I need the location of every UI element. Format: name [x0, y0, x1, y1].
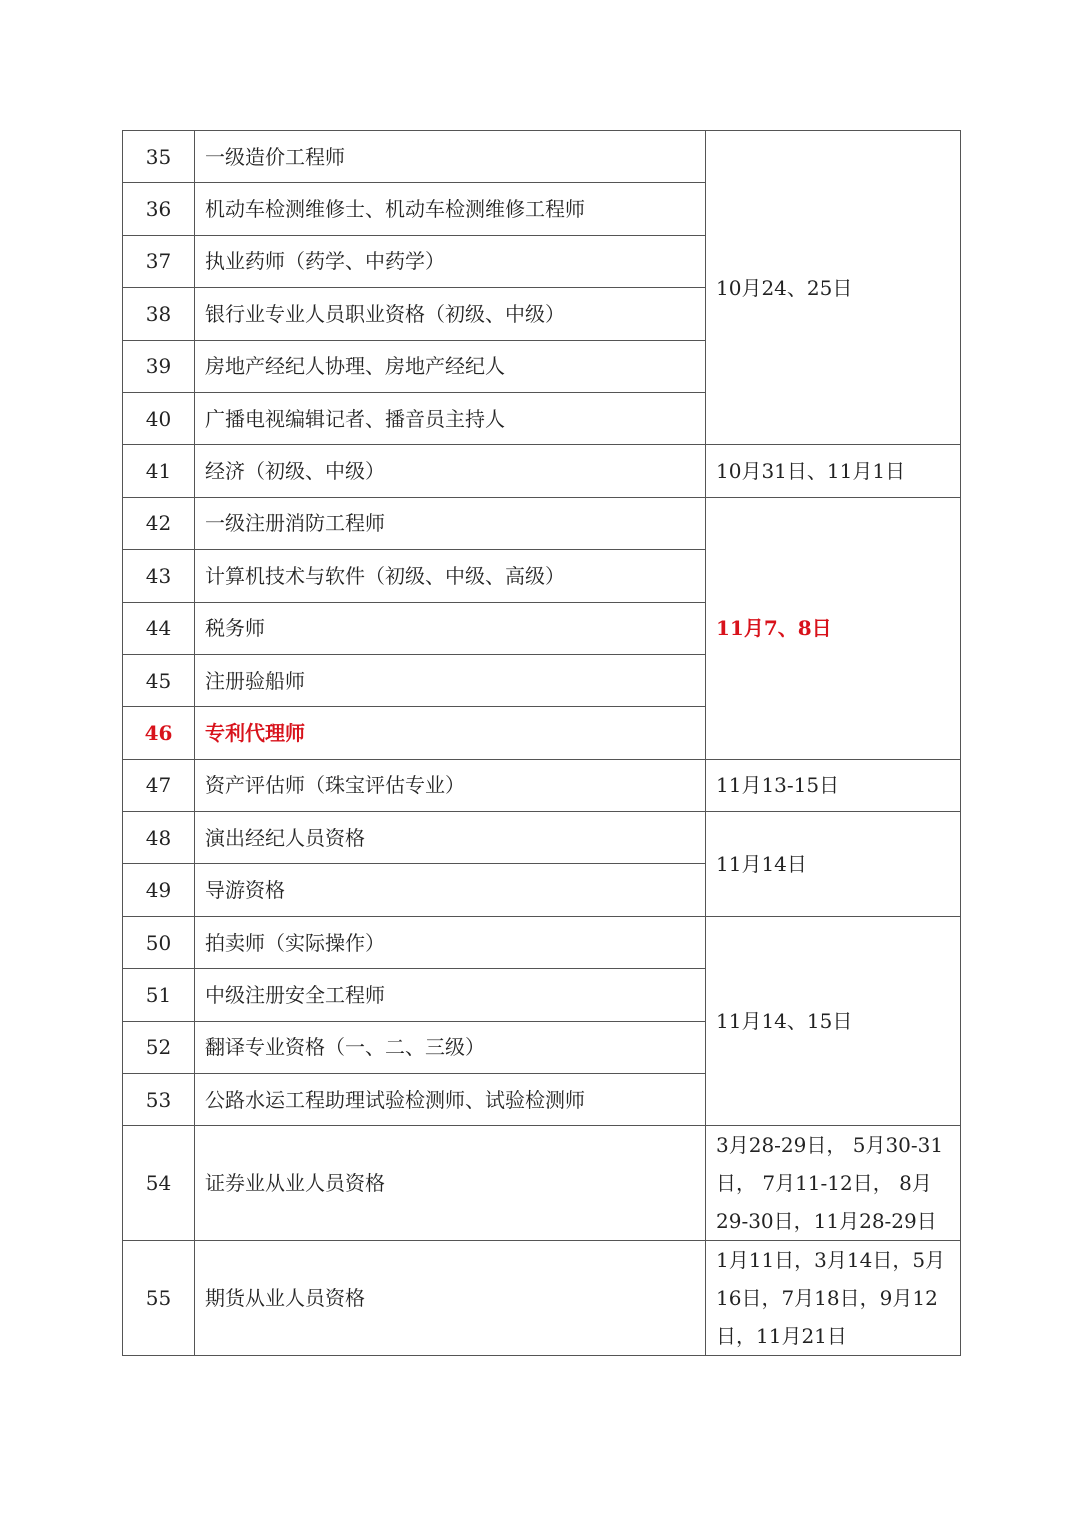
row-number: 43	[123, 550, 195, 602]
exam-date: 3月28-29日， 5月30-31日， 7月11-12日， 8月29-30日，11月28-29日	[706, 1126, 961, 1241]
table-row	[123, 812, 961, 864]
exam-name: 注册验船师	[195, 654, 706, 706]
exam-name: 税务师	[195, 602, 706, 654]
table-row	[123, 916, 961, 968]
table-row	[123, 131, 961, 183]
exam-name: 翻译专业资格（一、二、三级）	[195, 1021, 706, 1073]
row-number: 40	[123, 392, 195, 444]
table-row	[123, 1126, 961, 1241]
row-number: 38	[123, 288, 195, 340]
exam-name-highlight: 专利代理师	[195, 707, 706, 759]
row-number: 44	[123, 602, 195, 654]
exam-name: 经济（初级、中级）	[195, 445, 706, 497]
exam-name: 拍卖师（实际操作）	[195, 916, 706, 968]
exam-date: 11月13-15日	[706, 759, 961, 811]
exam-date: 11月14、15日	[706, 916, 961, 1126]
exam-date: 1月11日，3月14日，5月16日，7月18日，9月12日，11月21日	[706, 1241, 961, 1356]
row-number: 51	[123, 969, 195, 1021]
row-number: 39	[123, 340, 195, 392]
exam-date: 10月24、25日	[706, 131, 961, 445]
row-number: 47	[123, 759, 195, 811]
exam-date: 11月14日	[706, 812, 961, 917]
exam-name: 中级注册安全工程师	[195, 969, 706, 1021]
exam-name: 房地产经纪人协理、房地产经纪人	[195, 340, 706, 392]
exam-name: 广播电视编辑记者、播音员主持人	[195, 392, 706, 444]
exam-name: 机动车检测维修士、机动车检测维修工程师	[195, 183, 706, 235]
exam-date: 10月31日、11月1日	[706, 445, 961, 497]
row-number: 50	[123, 916, 195, 968]
exam-name: 一级注册消防工程师	[195, 497, 706, 549]
exam-name: 资产评估师（珠宝评估专业）	[195, 759, 706, 811]
row-number: 45	[123, 654, 195, 706]
row-number: 41	[123, 445, 195, 497]
exam-name: 计算机技术与软件（初级、中级、高级）	[195, 550, 706, 602]
exam-name: 导游资格	[195, 864, 706, 916]
exam-date-highlight: 11月7、8日	[706, 497, 961, 759]
row-number: 36	[123, 183, 195, 235]
exam-name: 演出经纪人员资格	[195, 812, 706, 864]
row-number: 55	[123, 1241, 195, 1356]
exam-name: 一级造价工程师	[195, 131, 706, 183]
row-number: 37	[123, 235, 195, 287]
row-number: 52	[123, 1021, 195, 1073]
table-row	[123, 1241, 961, 1356]
row-number: 54	[123, 1126, 195, 1241]
exam-name: 执业药师（药学、中药学）	[195, 235, 706, 287]
table-row	[123, 445, 961, 497]
row-number: 53	[123, 1074, 195, 1126]
table-row	[123, 497, 961, 549]
exam-name: 证券业从业人员资格	[195, 1126, 706, 1241]
exam-schedule-table	[122, 130, 961, 1356]
row-number: 48	[123, 812, 195, 864]
row-number-highlight: 46	[123, 707, 195, 759]
exam-name: 银行业专业人员职业资格（初级、中级）	[195, 288, 706, 340]
exam-name: 公路水运工程助理试验检测师、试验检测师	[195, 1074, 706, 1126]
row-number: 35	[123, 131, 195, 183]
table-row	[123, 759, 961, 811]
exam-name: 期货从业人员资格	[195, 1241, 706, 1356]
row-number: 42	[123, 497, 195, 549]
row-number: 49	[123, 864, 195, 916]
